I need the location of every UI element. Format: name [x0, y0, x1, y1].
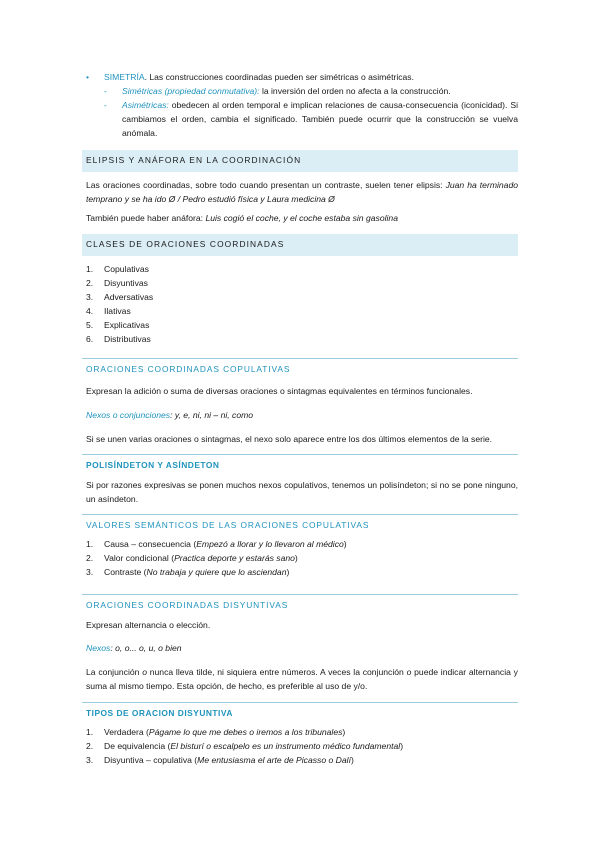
section-rule: [82, 514, 518, 515]
list-item: Copulativas: [104, 264, 149, 274]
item-example: Empezó a llorar y lo llevaron al médico: [196, 539, 344, 549]
bullet-icon: •: [86, 72, 90, 82]
disyuntivas-tilde-paragraph: [86, 665, 518, 693]
item-label: De equivalencia: [104, 741, 166, 751]
section-rule: [82, 594, 518, 595]
simetria-label: SIMETRÍA: [104, 72, 145, 82]
list-item: [104, 725, 345, 739]
item-paren: (: [191, 755, 198, 765]
anafora-paragraph: [86, 211, 518, 225]
heading-text: CLASES DE ORACIONES COORDINADAS: [86, 239, 285, 249]
text-run: La conjunción: [86, 667, 143, 677]
section-rule: [82, 454, 518, 455]
item-paren: (: [143, 727, 149, 737]
elipsis-text: Las oraciones coordinadas, sobre todo cuando presentan un contraste, suelen tener elipsis:: [86, 180, 446, 190]
list-number: 1.: [86, 727, 94, 737]
list-number: 2.: [86, 553, 94, 563]
list-item: [104, 739, 403, 753]
nexos-values: : o, o... o, u, o bien: [110, 643, 182, 653]
item-label: Valor condicional: [104, 553, 169, 563]
asimetricas-term: Asimétricas:: [122, 100, 169, 110]
list-number: 4.: [86, 306, 94, 316]
list-item: Distributivas: [104, 334, 151, 344]
item-paren: ): [286, 567, 290, 577]
item-paren: (: [165, 741, 171, 751]
item-paren: (: [168, 553, 175, 563]
list-item: [104, 753, 354, 767]
item-example: No trabaja y quiere que lo asciendan: [146, 567, 287, 577]
list-item: Explicativas: [104, 320, 150, 330]
anafora-text: También puede haber anáfora:: [86, 213, 206, 223]
list-item: [104, 537, 347, 551]
dash-icon: -: [104, 100, 107, 110]
elipsis-example: Juan ha terminado temprano y se ha ido Ø / Pedro estudió física y Laura medicina Ø: [86, 180, 519, 204]
asimetricas-text: obedecen al orden temporal e implican relaciones de causa-consecuencia (iconicidad). Si cambiamos el orden, cambia el significado. También puede ocurrir que la construcción se vuelva anómala.: [122, 100, 518, 138]
nexos-values: : y, e, ni, ni – ni, como: [170, 410, 254, 420]
simetricas-text: la inversión del orden no afecta a la construcción.: [259, 86, 451, 96]
disyuntivas-nexos: [86, 641, 518, 655]
polisindeton-paragraph: Si por razones expresivas se ponen muchos nexos copulativos, tenemos un polisíndeton; si no se pone ninguno, un asíndeton.: [86, 480, 518, 504]
dash-icon: -: [104, 86, 107, 96]
nexos-label: Nexos: [86, 643, 111, 653]
item-label: Verdadera: [104, 727, 144, 737]
section-heading-tipos: TIPOS DE ORACION DISYUNTIVA: [86, 708, 233, 718]
list-item: Disyuntivas: [104, 278, 148, 288]
item-label: Contraste: [104, 567, 142, 577]
nexos-label: Nexos o conjunciones: [86, 410, 171, 420]
item-example: El bisturí o escalpelo es un instrumento médico fundamental: [170, 741, 401, 751]
list-number: 2.: [86, 278, 94, 288]
list-number: 5.: [86, 320, 94, 330]
item-example: Págame lo que me debes o iremos a los tribunales: [148, 727, 343, 737]
text-run: o: [142, 667, 147, 677]
item-paren: ): [400, 741, 404, 751]
simetria-line: [104, 70, 518, 84]
section-heading-polisindeton: POLISÍNDETON Y ASÍNDETON: [86, 460, 220, 470]
asimetricas-item: [122, 98, 518, 140]
list-number: 2.: [86, 741, 94, 751]
item-paren: ): [294, 553, 298, 563]
item-example: Me entusiasma el arte de Picasso o Dalí: [197, 755, 351, 765]
section-rule: [82, 358, 518, 359]
simetricas-item: [122, 84, 518, 98]
list-number: 1.: [86, 539, 94, 549]
text-run: nunca lleva tilde, ni siquiera entre números. A veces la conjunción: [146, 667, 407, 677]
list-item: Ilativas: [104, 306, 131, 316]
item-paren: (: [141, 567, 147, 577]
anafora-example: Luis cogió el coche, y el coche estaba sin gasolina: [205, 213, 398, 223]
list-number: 3.: [86, 292, 94, 302]
item-label: Causa – consecuencia: [104, 539, 191, 549]
simetria-text: . Las construcciones coordinadas pueden ser simétricas o asimétricas.: [144, 72, 414, 82]
text-run: puede indicar alternancia y suma al mismo tiempo. Esta opción, de hecho, es preferible al uso de y/o.: [86, 667, 518, 691]
list-item: Adversativas: [104, 292, 154, 302]
item-paren: ): [350, 755, 354, 765]
list-number: 1.: [86, 264, 94, 274]
list-item: [104, 551, 298, 565]
list-number: 3.: [86, 755, 94, 765]
section-heading-clases: [82, 234, 518, 256]
item-example: Practica deporte y estarás sano: [174, 553, 295, 563]
simetricas-term: Simétricas (propiedad conmutativa):: [122, 86, 260, 96]
section-heading-valores: VALORES SEMÁNTICOS DE LAS ORACIONES COPULATIVAS: [86, 520, 370, 530]
copulativas-nexos: [86, 408, 518, 422]
item-paren: (: [190, 539, 197, 549]
list-number: 6.: [86, 334, 94, 344]
section-rule: [82, 702, 518, 703]
section-heading-elipsis: [82, 150, 518, 172]
heading-text: ELIPSIS Y ANÁFORA EN LA COORDINACIÓN: [86, 155, 302, 165]
item-paren: ): [342, 727, 346, 737]
section-heading-copulativas: ORACIONES COORDINADAS COPULATIVAS: [86, 364, 291, 374]
copulativas-serie-paragraph: Si se unen varias oraciones o sintagmas, el nexo solo aparece entre los dos últimos elementos de la serie.: [86, 434, 493, 444]
list-number: 3.: [86, 567, 94, 577]
section-heading-disyuntivas: ORACIONES COORDINADAS DISYUNTIVAS: [86, 600, 289, 610]
item-label: Disyuntiva – copulativa: [104, 755, 192, 765]
elipsis-paragraph: [86, 178, 518, 206]
disyuntivas-paragraph: Expresan alternancia o elección.: [86, 620, 211, 630]
item-paren: ): [343, 539, 347, 549]
list-item: [104, 565, 289, 579]
copulativas-paragraph: Expresan la adición o suma de diversas oraciones o sintagmas equivalentes en términos funcionales.: [86, 386, 473, 396]
text-run: o: [406, 667, 412, 677]
